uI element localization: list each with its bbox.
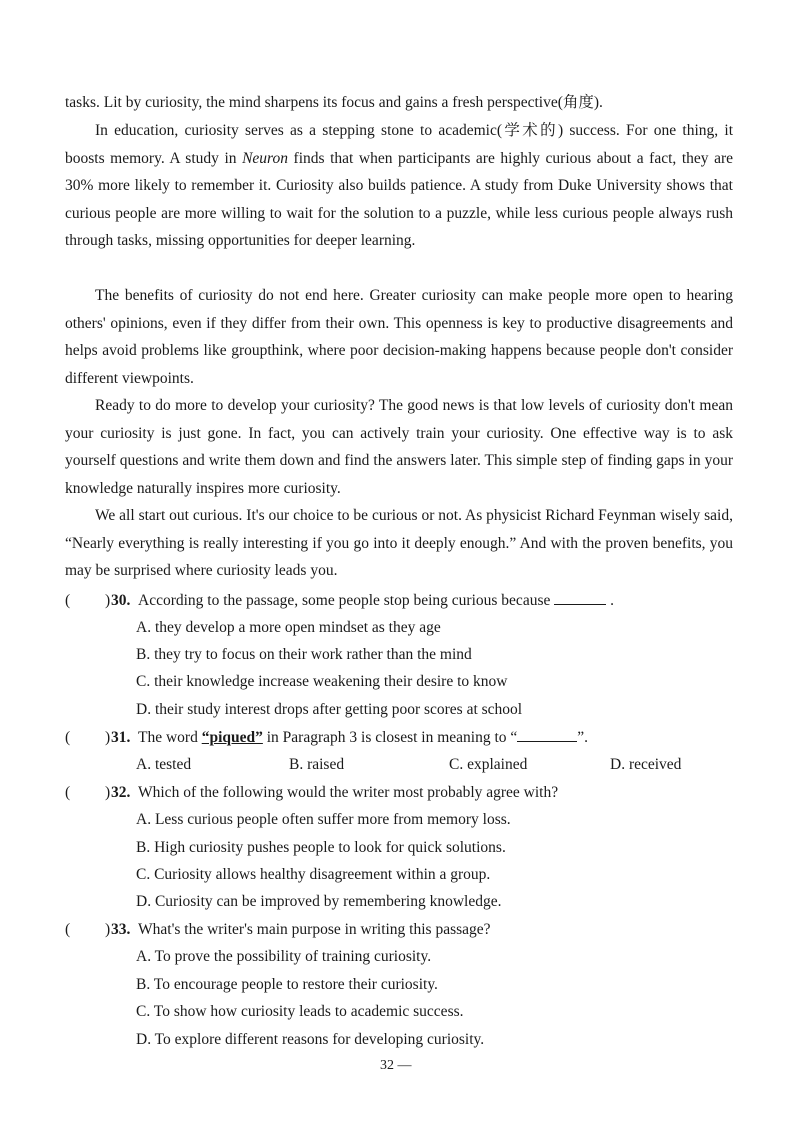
passage-paragraph-3: Ready to do more to develop your curiosity? The good news is that low levels of curiosity don't mean your curiosity is just gone. In fact, you can actively train your curiosity. One effective way is to ask yourself questions and write them down and find the answers later. This simple step of finding gaps in your knowledge naturally inspires more curiosity. (65, 397, 733, 497)
question-30-option-b: B. they try to focus on their work rather than the mind (136, 646, 472, 663)
question-30-option-c: C. their knowledge increase weakening their desire to know (136, 673, 508, 690)
journal-name: Neuron (242, 149, 288, 167)
question-31-option-d: D. received (610, 756, 682, 773)
question-stem (138, 724, 588, 752)
question-stem (138, 587, 614, 615)
question-stem: Which of the following would the writer most probably agree with? (138, 784, 559, 801)
question-stem-end: . (610, 592, 614, 609)
page-number: 32 — (380, 1058, 412, 1073)
question-stem-text-a: The word (138, 729, 202, 746)
answer-paren-close: ) (105, 921, 111, 938)
passage-paragraph-4: We all start out curious. It's our choice to be curious or not. As physicist Richard Feynman wisely said, “Nearly everything is really interesting if you go into it deeply enough.” And with the proven benefits, you may be surprised where curiosity leads you. (65, 507, 733, 579)
passage-paragraph-1 (65, 117, 733, 255)
answer-paren-open: ( (65, 921, 71, 938)
question-number: 30. (111, 592, 131, 609)
passage-paragraph-2: The benefits of curiosity do not end here. Greater curiosity can make people more open to hearing others' opinions, even if they differ from their own. This openness is key to productive disagreements and helps avoid problems like groupthink, where poor decision-making happens because people don't consider different viewpoints. (65, 287, 733, 387)
answer-paren-close: ) (105, 729, 111, 746)
answer-paren-open: ( (65, 592, 71, 609)
answer-paren-open: ( (65, 729, 71, 746)
answer-paren-open: ( (65, 784, 71, 801)
answer-paren-close: ) (105, 784, 111, 801)
question-33-option-c: C. To show how curiosity leads to academic success. (136, 1003, 464, 1020)
question-31-option-b: B. raised (289, 756, 345, 773)
question-33-option-a: A. To prove the possibility of training curiosity. (136, 948, 432, 965)
passage-paragraph-0: tasks. Lit by curiosity, the mind sharpens its focus and gains a fresh perspective(角度). (65, 94, 603, 111)
question-33-option-d: D. To explore different reasons for developing curiosity. (136, 1031, 485, 1048)
question-number: 33. (111, 921, 131, 938)
question-stem: What's the writer's main purpose in writing this passage? (138, 921, 491, 938)
paragraph-1-text-b: finds that when participants are highly curious about a fact, they are 30% more likely to remember it. Curiosity also builds patience. A study from Duke University shows that curious people are more willing to wait for the solution to a puzzle, while less curious people always rush through tasks, missing opportunities for deeper learning. (65, 149, 733, 249)
paragraph-1-text-a: In education, curiosity serves as a stepping stone to academic(学术的) success. For one thing, it boosts memory. A study in (65, 122, 733, 167)
question-30-option-d: D. their study interest drops after getting poor scores at school (136, 701, 523, 718)
question-number: 31. (111, 729, 131, 746)
question-stem-text: According to the passage, some people stop being curious because (138, 592, 551, 609)
answer-paren-close: ) (105, 592, 111, 609)
question-32-option-a: A. Less curious people often suffer more from memory loss. (136, 811, 511, 828)
answer-blank (517, 727, 577, 742)
question-stem-text-c: ”. (577, 729, 589, 746)
question-32-option-d: D. Curiosity can be improved by remembering knowledge. (136, 893, 502, 910)
answer-blank (554, 590, 606, 605)
question-30-option-a: A. they develop a more open mindset as they age (136, 619, 441, 636)
question-33-option-b: B. To encourage people to restore their curiosity. (136, 976, 438, 993)
question-number: 32. (111, 784, 131, 801)
question-stem-text-b: in Paragraph 3 is closest in meaning to “ (262, 729, 518, 746)
keyword-piqued: “piqued” (201, 729, 263, 746)
question-32-option-c: C. Curiosity allows healthy disagreement within a group. (136, 866, 491, 883)
question-31-option-c: C. explained (449, 756, 528, 773)
question-31-option-a: A. tested (136, 756, 192, 773)
question-32-option-b: B. High curiosity pushes people to look for quick solutions. (136, 839, 506, 856)
